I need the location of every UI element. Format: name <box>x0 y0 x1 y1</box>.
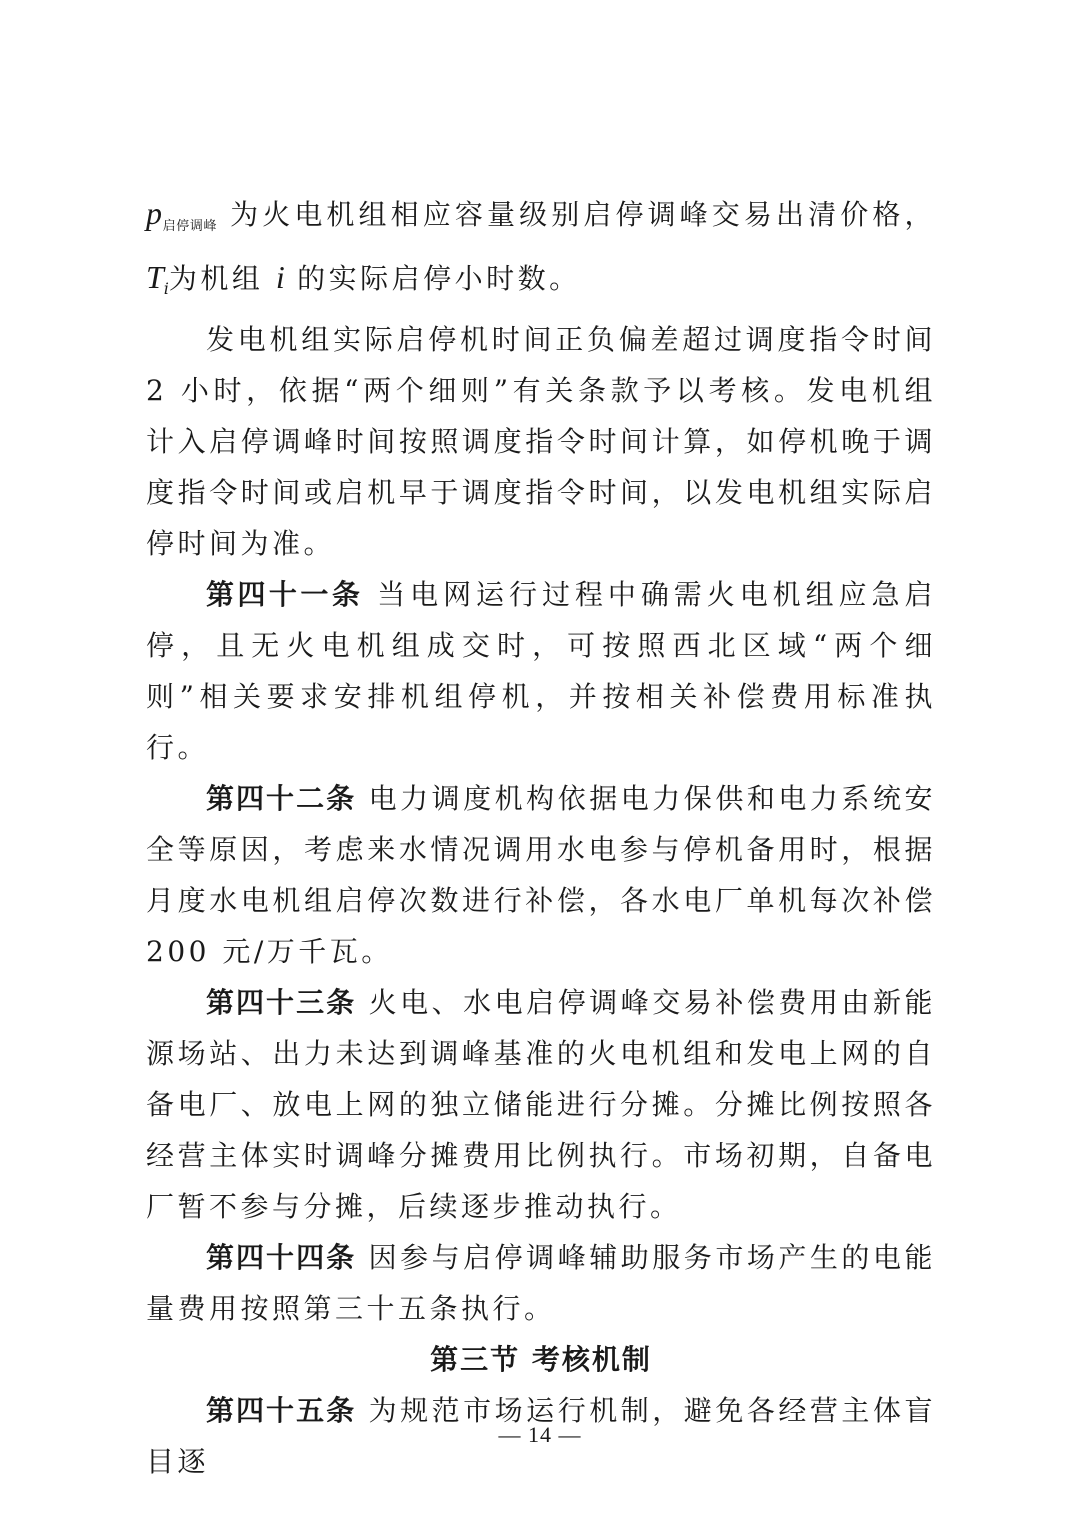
article-42-title: 第四十二条 <box>206 782 357 815</box>
article-41-title: 第四十一条 <box>206 578 364 611</box>
article-43-title: 第四十三条 <box>206 986 357 1019</box>
article-43-text: 火电、水电启停调峰交易补偿费用由新能源场站、出力未达到调峰基准的火电机组和发电上网的自备电厂、放电上网的独立储能进行分摊。分摊比例按照各经营主体实时调峰分摊费用比例执行。市场初期，自备电厂暂不参与分摊，后续逐步推动执行。 <box>146 986 936 1223</box>
article-45-title: 第四十五条 <box>206 1394 357 1427</box>
article-41 <box>146 569 936 773</box>
variable-t-subscript: i <box>163 279 169 298</box>
paragraph-deviation: 发电机组实际启停机时间正负偏差超过调度指令时间 2 小时，依据“两个细则”有关条款予以考核。发电机组计入启停调峰时间按照调度指令时间计算，如停机晚于调度指令时间或启机早于调度指令时间，以发电机组实际启停时间为准。 <box>146 323 936 560</box>
article-44-title: 第四十四条 <box>206 1241 357 1274</box>
formula-text-2: 为机组 <box>168 262 264 295</box>
formula-text-1: 为火电机组相应容量级别启停调峰交易出清价格， <box>230 198 936 231</box>
article-42-text: 电力调度机构依据电力保供和电力系统安全等原因，考虑来水情况调用水电参与停机备用时，根据月度水电机组启停次数进行补偿，各水电厂单机每次补偿 200 元/万千瓦。 <box>146 782 936 968</box>
formula-text-3: 的实际启停小时数。 <box>297 262 581 295</box>
article-42 <box>146 773 936 977</box>
variable-i: i <box>275 259 285 295</box>
page-number: — 14 — <box>498 1422 582 1447</box>
article-41-text: 当电网运行过程中确需火电机组应急启停，且无火电机组成交时，可按照西北区域“两个细则”相关要求安排机组停机，并按相关补偿费用标准执行。 <box>146 578 936 764</box>
article-44 <box>146 1232 936 1334</box>
variable-p-subscript: 启停调峰 <box>162 219 218 234</box>
variable-p: p <box>146 195 162 231</box>
variable-t: T <box>146 259 164 295</box>
article-45-text: 为规范市场运行机制，避免各经营主体盲目逐 <box>146 1394 936 1478</box>
article-43 <box>146 977 936 1232</box>
document-body <box>146 188 936 1487</box>
article-44-text: 因参与启停调峰辅助服务市场产生的电能量费用按照第三十五条执行。 <box>146 1241 936 1325</box>
section-title: 第三节 考核机制 <box>430 1343 652 1376</box>
formula-explanation <box>146 188 936 314</box>
